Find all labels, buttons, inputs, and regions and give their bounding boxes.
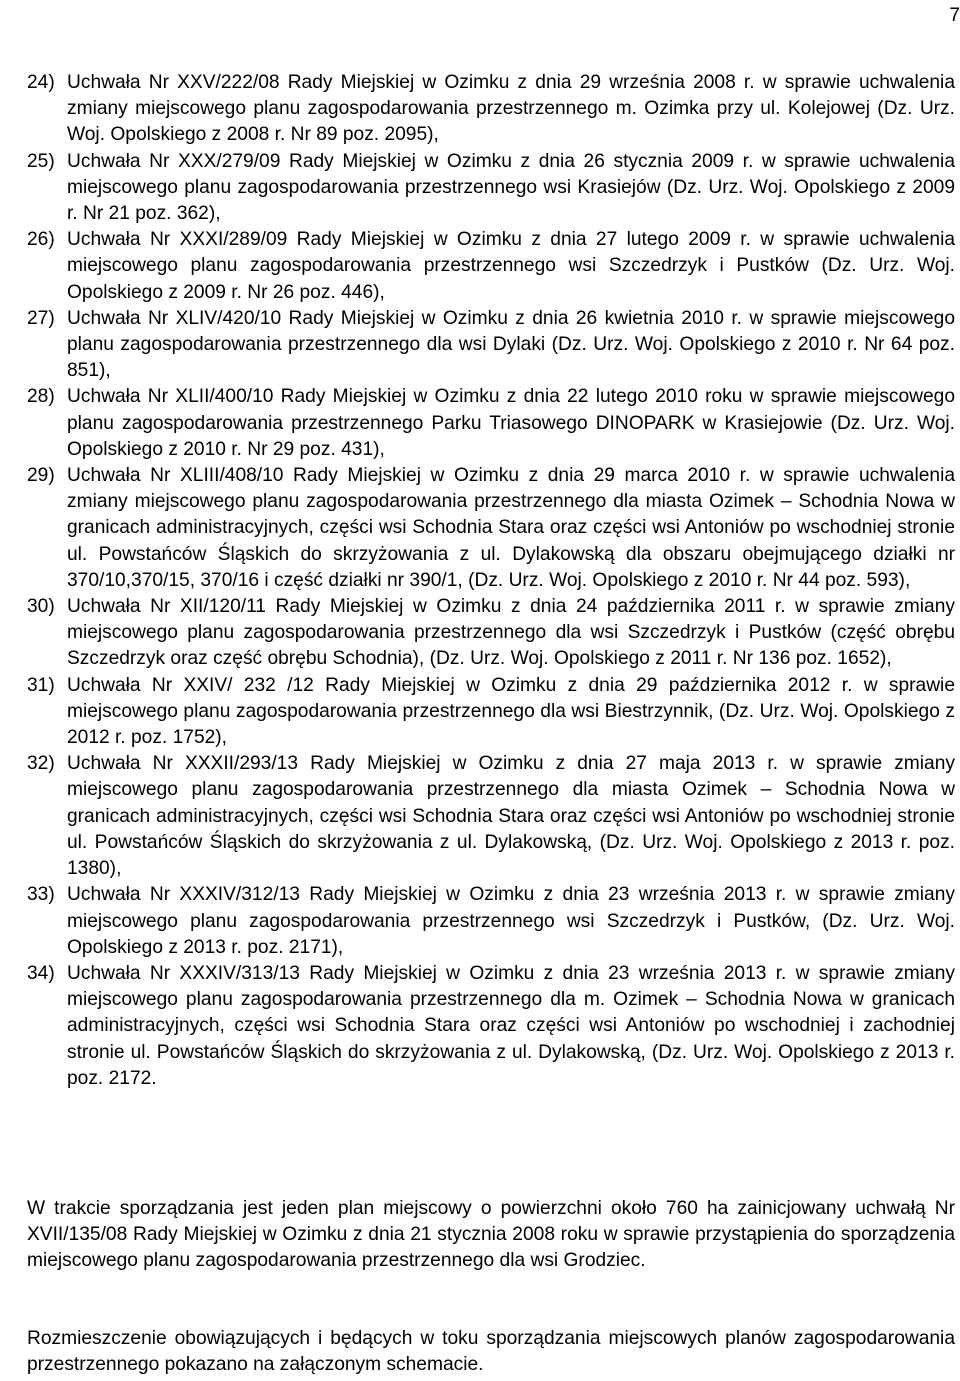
item-number: 28)	[27, 386, 55, 408]
schema-note-paragraph: Rozmieszczenie obowiązujących i będących w toku sporządzania miejscowych planów zagospodarowania przestrzennego pokazano na załączonym schemacie.	[27, 1328, 955, 1376]
item-number: 34)	[27, 962, 55, 984]
item-text: Uchwała Nr XXXII/293/13 Rady Miejskiej w Ozimku z dnia 27 maja 2013 r. w sprawie zmiany miejscowego planu zagospodarowania przestrzennego dla miasta Ozimek – Schodnia Nowa w granicach administracyjnych, części wsi Schodnia Stara oraz części wsi Antoniów po wschodniej stronie ul. Powstańców Śląskich do skrzyżowania z ul. Dylakowską, (Dz. Urz. Woj. Opolskiego z 2013 r. poz. 1380),	[67, 753, 955, 880]
item-number: 33)	[27, 884, 55, 906]
item-number: 31)	[27, 674, 55, 696]
item-text: Uchwała Nr XXV/222/08 Rady Miejskiej w Ozimku z dnia 29 września 2008 r. w sprawie uchwalenia zmiany miejscowego planu zagospodarowania przestrzennego m. Ozimka przy ul. Kolejowej (Dz. Urz. Woj. Opolskiego z 2008 r. Nr 89 poz. 2095),	[67, 72, 955, 146]
item-text: Uchwała Nr XLIV/420/10 Rady Miejskiej w Ozimku z dnia 26 kwietnia 2010 r. w sprawie miejscowego planu zagospodarowania przestrzennego dla wsi Dylaki (Dz. Urz. Woj. Opolskiego z 2010 r. Nr 64 poz. 851),	[67, 307, 955, 382]
item-text: Uchwała Nr XLII/400/10 Rady Miejskiej w Ozimku z dnia 22 lutego 2010 roku w sprawie miejscowego planu zagospodarowania przestrzennego Parku Triasowego DINOPARK w Krasiejowie (Dz. Urz. Woj. Opolskiego z 2010 r. Nr 29 poz. 431),	[67, 386, 955, 460]
item-number: 26)	[27, 229, 55, 251]
item-text: Uchwała Nr XXXIV/312/13 Rady Miejskiej w Ozimku z dnia 23 września 2013 r. w sprawie zmiany miejscowego planu zagospodarowania przestrzennego wsi Szczedrzyk i Pustków, (Dz. Urz. Woj. Opolskiego z 2013 r. poz. 2171),	[67, 884, 955, 958]
item-number: 24)	[27, 72, 55, 93]
item-text: Uchwała Nr XLIII/408/10 Rady Miejskiej w Ozimku z dnia 29 marca 2010 r. w sprawie uchwalenia zmiany miejscowego planu zagospodarowania przestrzennego dla miasta Ozimek – Schodnia Nowa w granicach administracyjnych, części wsi Schodnia Stara oraz części wsi Antoniów po wschodniej stronie ul. Powstańców Śląskich do skrzyżowania z ul. Dylakowską dla obszaru obejmującego działki nr 370/10,370/15, 370/16 i część działki nr 390/1, (Dz. Urz. Woj. Opolskiego z 2010 r. Nr 44 poz. 593),	[67, 465, 955, 591]
list-item	[27, 594, 955, 673]
item-text: Uchwała Nr XXXIV/313/13 Rady Miejskiej w Ozimku z dnia 23 września 2013 r. w sprawie zmiany miejscowego planu zagospodarowania przestrzennego dla m. Ozimek – Schodnia Nowa w granicach administracyjnych, części wsi Schodnia Stara oraz części wsi Antoniów po wschodniej i zachodniej stronie ul. Powstańców Śląskich do skrzyżowania z ul. Dylakowską, (Dz. Urz. Woj. Opolskiego z 2013 r. poz. 2172.	[67, 962, 955, 1089]
list-item	[27, 384, 955, 463]
item-text: Uchwała Nr XXIV/ 232 /12 Rady Miejskiej w Ozimku z dnia 29 października 2012 r. w sprawie miejscowego planu zagospodarowania przestrzennego dla wsi Biestrzynnik, (Dz. Urz. Woj. Opolskiego z 2012 r. poz. 1752),	[67, 674, 955, 749]
item-number: 25)	[27, 150, 55, 172]
list-item	[27, 149, 955, 228]
item-text: Uchwała Nr XXXI/289/09 Rady Miejskiej w Ozimku z dnia 27 lutego 2009 r. w sprawie uchwalenia miejscowego planu zagospodarowania przestrzennego wsi Szczedrzyk i Pustków (Dz. Urz. Woj. Opolskiego z 2009 r. Nr 26 poz. 446),	[67, 229, 955, 303]
list-item	[27, 463, 955, 594]
item-text: Uchwała Nr XII/120/11 Rady Miejskiej w Ozimku z dnia 24 października 2011 r. w sprawie zmiany miejscowego planu zagospodarowania przestrzennego dla wsi Szczedrzyk i Pustków (część obrębu Szczedrzyk oraz część obrębu Schodnia), (Dz. Urz. Woj. Opolskiego z 2011 r. Nr 136 poz. 1652),	[67, 596, 955, 670]
list-item	[27, 961, 955, 1092]
list-item	[27, 882, 955, 961]
list-item	[27, 673, 955, 752]
list-item	[27, 306, 955, 385]
item-number: 32)	[27, 753, 55, 775]
list-item	[27, 70, 955, 149]
plan-in-progress-paragraph: W trakcie sporządzania jest jeden plan miejscowy o powierzchni około 760 ha zainicjowany uchwałą Nr XVII/135/08 Rady Miejskiej w Ozimku z dnia 21 stycznia 2008 roku w sprawie przystąpienia do sporządzenia miejscowego planu zagospodarowania przestrzennego dla wsi Grodziec.	[27, 1198, 955, 1272]
item-text: Uchwała Nr XXX/279/09 Rady Miejskiej w Ozimku z dnia 26 stycznia 2009 r. w sprawie uchwalenia miejscowego planu zagospodarowania przestrzennego wsi Krasiejów (Dz. Urz. Woj. Opolskiego z 2009 r. Nr 21 poz. 362),	[67, 150, 955, 225]
list-item	[27, 227, 955, 306]
item-number: 27)	[27, 307, 55, 329]
item-number: 29)	[27, 465, 55, 487]
item-number: 30)	[27, 596, 55, 618]
list-item	[27, 751, 955, 882]
resolution-list	[27, 70, 955, 1092]
page-number: 7	[949, 5, 960, 26]
